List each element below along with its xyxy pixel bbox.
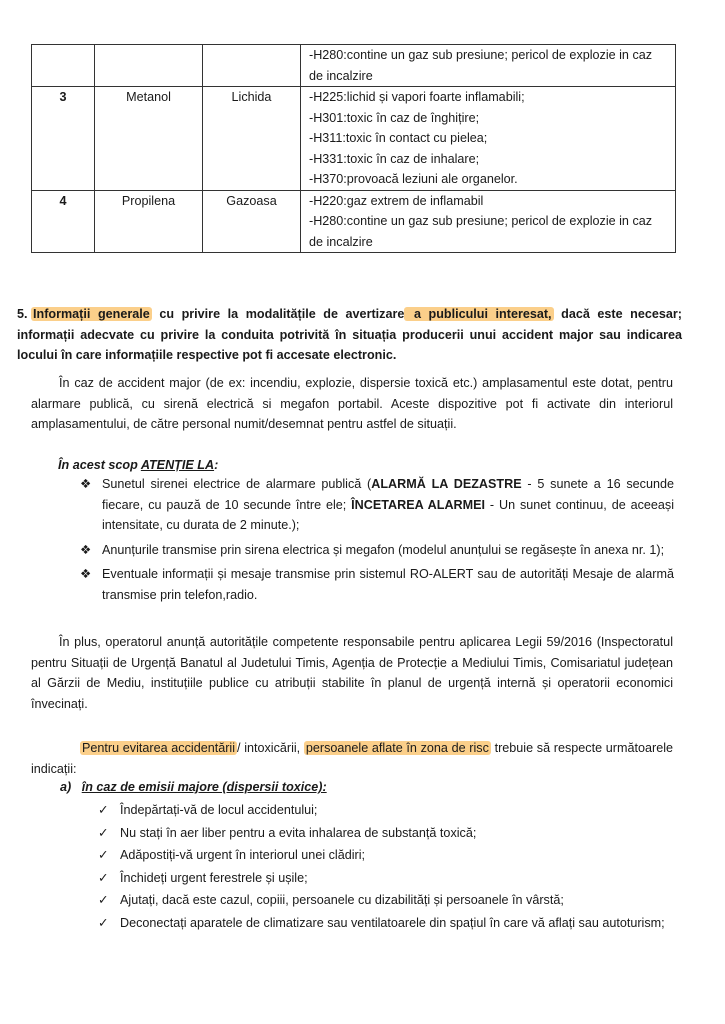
- attention-heading: [58, 458, 218, 472]
- paragraph-line: [31, 738, 673, 779]
- hazard-line: -H311:toxic în contact cu pielea;: [309, 131, 488, 145]
- hazard-line: -H331:toxic în caz de inhalare;: [309, 151, 480, 166]
- paragraph-text: trebuie să respecte următoarele indicații:: [31, 741, 673, 776]
- list-text: Eventuale informații și mesaje transmise prin sistemul RO-ALERT sau de autorități Mesaje de alarmă transmise prin telefon,radio.: [102, 567, 674, 602]
- list-text: Sunetul sirenei electrice de alarmare publică (: [102, 477, 372, 491]
- table-row: [32, 87, 676, 191]
- paragraph-text: / intoxicării,: [237, 741, 304, 755]
- list-text-bold: ÎNCETAREA ALARMEI: [351, 497, 486, 512]
- list-item: [80, 474, 674, 536]
- list-text: Închideți urgent ferestrele și ușile;: [120, 870, 308, 885]
- list-text: Anunțurile transmise prin sirena electrica și megafon (modelul anunțului se regăsește în anexa nr. 1);: [102, 542, 665, 557]
- list-text: Nu stați în aer liber pentru a evita inhalarea de substanță toxică;: [120, 825, 477, 840]
- paragraph-authorities: În plus, operatorul anunță autoritățile competente responsabile pentru aplicarea Legii 59/2016 (Inspectoratul pentru Situații de Urgență Banatul al Judetului Timis, Agenția de Protecție a Mediului Timis, Comisariatul județean al Gărzii de Mediu, instituțiile publice cu atribuții stabilite în planul de urgență internă și operatorii economici învecinați.: [31, 635, 673, 711]
- list-text: - 5 sunete a 16 secunde fiecare, cu pauză de 10 secunde între ele;: [102, 477, 674, 512]
- list-text: Adăpostiți-vă urgent în interiorul unei clădiri;: [120, 848, 366, 862]
- highlight: persoanele aflate în zona de risc: [305, 741, 489, 755]
- list-item: [98, 823, 674, 844]
- highlight: Informații generale: [33, 307, 150, 321]
- paragraph-risk-zone: [31, 738, 673, 779]
- check-icon: ✓: [98, 915, 109, 930]
- check-icon: ✓: [98, 870, 109, 885]
- heading-text: cu privire la modalitățile de avertizare: [151, 307, 405, 321]
- highlight: Pentru evitarea accidentării: [82, 741, 235, 755]
- hazard-line: -H280:contine un gaz sub presiune; pericol de explozie in caz de incalzire: [309, 48, 653, 83]
- subsection-title: în caz de emisii majore (dispersii toxice):: [81, 780, 327, 794]
- check-icon: ✓: [98, 825, 109, 840]
- diamond-bullet-icon: ❖: [80, 477, 92, 491]
- hazard-line: -H370:provoacă leziuni ale organelor.: [309, 172, 518, 186]
- hazard-table: [31, 44, 676, 253]
- list-text-bold: ALARMĂ LA DEZASTRE: [371, 477, 522, 491]
- list-item: [98, 845, 674, 866]
- physical-state: Gazoasa: [203, 190, 301, 253]
- heading-text: dacă este necesar; informații adecvate cu privire la conduita potrivită în situația producerii unui accident major sau indicarea locului în care informațiile respective pot fi accesate electronic.: [17, 307, 682, 362]
- list-text: - Un sunet continuu, de aceeași intensitate, cu durata de 2 minute.);: [102, 497, 674, 532]
- list-item: [98, 800, 674, 821]
- instruction-list: [98, 800, 674, 935]
- attention-colon: :: [214, 458, 219, 472]
- check-icon: ✓: [98, 848, 109, 862]
- row-number: 4: [32, 190, 95, 253]
- list-item: [98, 868, 674, 889]
- subsection-marker: a): [60, 780, 72, 794]
- hazard-line: -H280:contine un gaz sub presiune; pericol de explozie in caz de incalzire: [309, 214, 653, 249]
- physical-state: [203, 45, 301, 87]
- table-row: [32, 45, 676, 87]
- diamond-bullet-icon: ❖: [80, 542, 92, 557]
- list-text: Deconectați aparatele de climatizare sau ventilatoarele din spațiul în care vă aflați sau autoturism;: [120, 915, 665, 930]
- highlight: a publicului interesat,: [406, 307, 552, 321]
- check-icon: ✓: [98, 803, 109, 817]
- subsection-a-heading: [60, 780, 327, 794]
- hazard-line: -H225:lichid și vapori foarte inflamabili;: [309, 90, 525, 104]
- list-item: [80, 540, 674, 561]
- diamond-bullet-icon: ❖: [80, 567, 92, 581]
- list-item: [98, 890, 674, 911]
- substance-name: Metanol: [95, 87, 203, 191]
- hazard-line: -H220:gaz extrem de inflamabil: [309, 193, 484, 208]
- hazard-statements: [301, 45, 676, 87]
- substance-name: [95, 45, 203, 87]
- attention-lead: În acest scop: [58, 458, 141, 472]
- hazard-statements: [301, 190, 676, 253]
- section-5-heading: [17, 304, 682, 366]
- list-text: Îndepărtați-vă de locul accidentului;: [120, 803, 318, 817]
- row-number: 3: [32, 87, 95, 191]
- row-number: [32, 45, 95, 87]
- section-number: 5.: [17, 307, 28, 321]
- substance-name: Propilena: [95, 190, 203, 253]
- attention-list: [80, 474, 674, 609]
- physical-state: Lichida: [203, 87, 301, 191]
- hazard-line: -H301:toxic în caz de înghițire;: [309, 110, 480, 125]
- check-icon: ✓: [98, 893, 109, 907]
- hazard-statements: [301, 87, 676, 191]
- paragraph-alarm-equipment: În caz de accident major (de ex: incendiu, explozie, dispersie toxică etc.) amplasamentul este dotat, pentru alarmare publică, cu sirenă electrică si megafon portabil. Aceste dispozitive pot fi activate din interiorul amplasamentului, de către personal numit/desemnat pentru astfel de situații.: [31, 376, 673, 431]
- attention-label: ATENȚIE LA: [140, 458, 215, 472]
- table-row: [32, 190, 676, 253]
- list-item: [80, 564, 674, 605]
- list-text: Ajutați, dacă este cazul, copiii, persoanele cu dizabilități și persoanele în vârstă;: [120, 893, 564, 907]
- list-item: [98, 913, 674, 934]
